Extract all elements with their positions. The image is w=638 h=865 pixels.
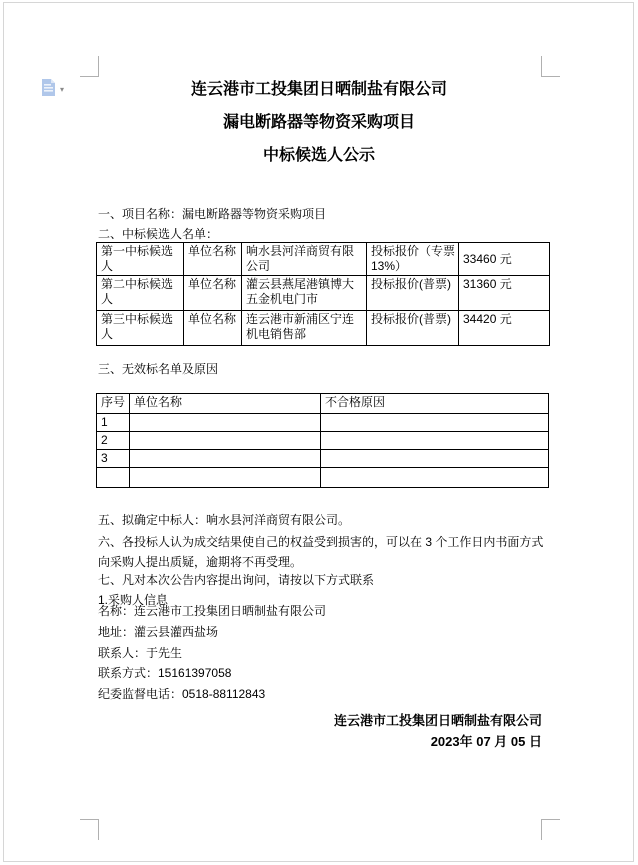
unit-name-cell [130, 468, 321, 488]
seq-cell [97, 468, 130, 488]
candidate-company: 灌云县燕尾港镇博大五金机电门市 [242, 276, 367, 311]
doc-title-project: 漏电断路器等物资采购项目 [222, 114, 415, 131]
col-header-unit-name: 单位名称 [130, 394, 321, 414]
purchaser-address: 地址：灌云县灌西盐场 [98, 625, 219, 639]
candidate-rank: 第三中标候选人 [97, 311, 184, 346]
text-boundary-mark-top-right [541, 56, 560, 77]
table-row [97, 432, 549, 450]
purchaser-info-heading: 1.采购人信息 [98, 593, 169, 607]
seq-cell: 2 [97, 432, 130, 450]
price-value: 34420 元 [459, 311, 550, 346]
unit-name-cell [130, 450, 321, 468]
section-7-contact-heading: 七、凡对本次公告内容提出询问，请按以下方式联系 [98, 573, 375, 587]
table-row [97, 243, 550, 276]
signature-company: 连云港市工投集团日晒制盐有限公司 [333, 713, 542, 728]
unit-name-cell [130, 432, 321, 450]
doc-title-notice-type: 中标候选人公示 [262, 147, 375, 164]
unit-name-label: 单位名称 [184, 276, 242, 311]
table-row [97, 468, 549, 488]
section-3-invalid-bids-heading: 三、无效标名单及原因 [98, 362, 219, 376]
candidate-company: 响水县河洋商贸有限公司 [242, 243, 367, 276]
table-row [97, 450, 549, 468]
seq-cell: 1 [97, 414, 130, 432]
table-row [97, 276, 550, 311]
doc-title-company: 连云港市工投集团日晒制盐有限公司 [190, 81, 447, 98]
invalid-bids-table [96, 393, 549, 488]
unit-name-label: 单位名称 [184, 243, 242, 276]
section-1-project-name: 一、项目名称：漏电断路器等物资采购项目 [98, 207, 327, 221]
reason-cell [321, 450, 549, 468]
candidate-rank: 第一中标候选人 [97, 243, 184, 276]
unit-name-label: 单位名称 [184, 311, 242, 346]
col-header-seq: 序号 [97, 394, 130, 414]
table-row [97, 414, 549, 432]
supervision-phone: 纪委监督电话：0518-88112843 [98, 687, 266, 701]
section-5-proposed-winner: 五、拟确定中标人：响水县河洋商贸有限公司。 [98, 513, 351, 527]
candidates-table [96, 242, 550, 346]
table-header-row [97, 394, 549, 414]
price-value: 31360 元 [459, 276, 550, 311]
text-boundary-mark-bottom-right [541, 819, 560, 840]
contact-person: 联系人：于先生 [98, 646, 183, 660]
candidate-company: 连云港市新浦区宁连机电销售部 [242, 311, 367, 346]
chevron-down-icon[interactable]: ▾ [60, 85, 65, 94]
reason-cell [321, 468, 549, 488]
price-value: 33460 元 [459, 243, 550, 276]
reason-cell [321, 432, 549, 450]
table-row [97, 311, 550, 346]
candidate-rank: 第二中标候选人 [97, 276, 184, 311]
section-6-objection-notice: 六、各投标人认为成交结果使自己的权益受到损害的，可以在 3 个工作日内书面方式向采购人提出质疑，逾期将不再受理。 [98, 535, 544, 569]
contact-phone: 联系方式：15161397058 [98, 666, 232, 680]
section-2-candidates-heading: 二、中标候选人名单： [98, 227, 219, 241]
price-label: 投标报价(普票) [367, 276, 459, 311]
price-label: 投标报价（专票13%） [367, 243, 459, 276]
seq-cell: 3 [97, 450, 130, 468]
unit-name-cell [130, 414, 321, 432]
reason-cell [321, 414, 549, 432]
col-header-reason: 不合格原因 [321, 394, 549, 414]
text-boundary-mark-top-left [80, 56, 99, 77]
purchaser-name: 名称：连云港市工投集团日晒制盐有限公司 [98, 604, 327, 618]
price-label: 投标报价(普票) [367, 311, 459, 346]
signature-date: 2023年 07 月 05 日 [430, 734, 542, 749]
text-boundary-mark-bottom-left [80, 819, 99, 840]
